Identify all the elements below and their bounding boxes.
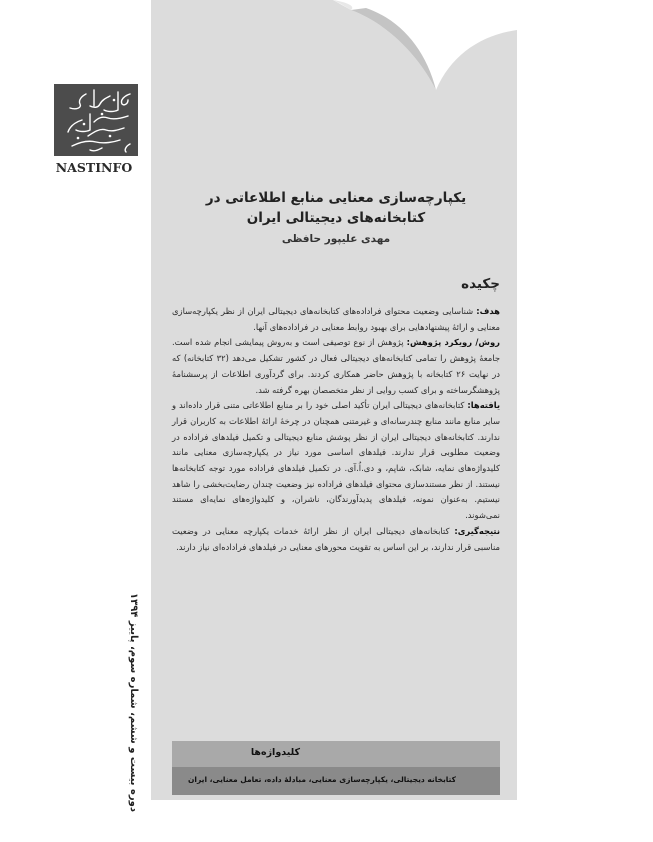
abstract-section-method (172, 335, 500, 398)
section-label: نتیجه‌گیری: (454, 525, 500, 536)
logo-caption: NASTINFO (55, 160, 133, 175)
calligraphy-mark-icon (54, 84, 138, 156)
journal-logo (40, 84, 140, 176)
abstract-body (172, 304, 500, 555)
section-text: شناسایی وضعیت محتوای فراداده‌های کتابخانه‌های دیجیتالی ایران از نظر یکپارچه‌سازی معنایی و ارائهٔ پیشنهادهایی برای بهبود روابط معنایی در فراداده‌های آنها. (172, 306, 500, 332)
abstract-section-conclusion (172, 524, 500, 555)
keywords-box (172, 741, 500, 795)
article-title: یکپارچه‌سازی معنایی منابع اطلاعاتی در کتابخانه‌های دیجیتالی ایران (205, 190, 467, 226)
section-text: کتابخانه‌های دیجیتالی ایران از نظر ارائهٔ خدمات یکپارچه معنایی در وضعیت مناسبی قرار ندارند، بر این اساس به تقویت محورهای معنایی در فیلدهای فراداده‌ای نیاز دارند. (172, 525, 500, 552)
keywords-header (172, 741, 500, 767)
issue-info: دوره بیست و ششم، شماره سوم، پاییز ۱۳۹۴ (128, 592, 139, 812)
keywords-list: کتابخانه دیجیتالی، یکپارچه‌سازی معنایی، مبادلهٔ داده، تعامل معنایی، ایران (188, 775, 457, 784)
page-curl-decoration (151, 0, 517, 90)
section-text: کتابخانه‌های دیجیتالی ایران تأکید اصلی خود را بر منابع اطلاعاتی متنی قرار داده‌اند و سایر منابع مانند منابع چندرسانه‌ای و غیرمتنی همچنان در چرخهٔ ارائهٔ اطلاعات به کاربران قرار ندارند. کتابخانه‌های دیجیتالی ایران از نظر پوشش منابع دیجیتالی و تکمیل فیلدهای فراداده در وضعیت مطلوبی قرار ندارند. فیلدهای اساسی مورد نیاز در یکپارچه‌سازی معنایی مانند کلیدواژه‌های نمایه، شابک، شاپم، و دی.اُ.آی. در تکمیل فیلدهای فراداده مورد توجه کتابخانه‌ها نیستند. از نظر مستندسازی محتوای فیلدهای فراداده نیز وضعیت چندان رضایت‌بخشی را شاهد نیستیم. به‌عنوان نمونه، فیلدهای پدیدآورندگان، ناشران، و کلیدواژه‌های نمایه‌ای مستند نمی‌شوند. (172, 400, 500, 521)
section-label: هدف: (476, 306, 500, 316)
keywords-heading: کلیدواژه‌ها (250, 747, 300, 758)
abstract-section-findings (172, 398, 500, 524)
abstract-heading: چکیده (461, 276, 500, 292)
section-label: روش/ رویکرد پژوهش: (406, 337, 500, 348)
article-content (172, 188, 500, 555)
section-label: یافته‌ها: (467, 400, 500, 411)
abstract-section-aim (172, 304, 500, 335)
logo-mark (54, 84, 138, 156)
section-text: پژوهش از نوع توصیفی است و به‌روش پیمایشی انجام شده است. جامعهٔ پژوهش را تمامی کتابخانه‌های دیجیتالی فعال در کشور تشکیل می‌دهد (۳۲ کتابخانه) که در نهایت ۲۶ کتابخانه با پژوهش حاضر همکاری کردند. برای گردآوری اطلاعات از پرسشنامهٔ پژوهشگرساخته و برای کسب روایی از نظر متخصصان بهره گرفته شد. (172, 337, 501, 395)
author-name: مهدی علیپور حافظی (281, 233, 391, 245)
